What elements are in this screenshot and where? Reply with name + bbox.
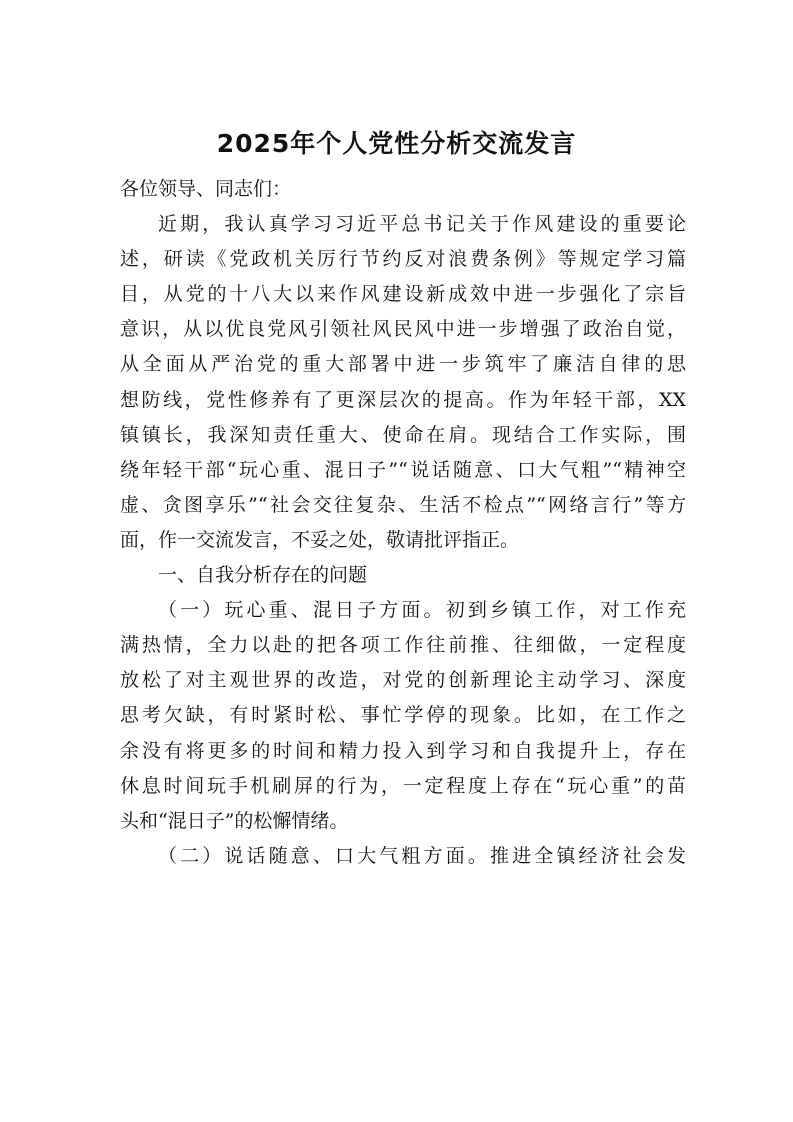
paragraph-line: 头和“混日子”的松懈情绪。 bbox=[120, 809, 349, 832]
paragraph-line: 近期，我认真学习习近平总书记关于作风建设的重要论 bbox=[158, 213, 686, 236]
salutation-line: 各位领导、同志们： bbox=[120, 178, 292, 200]
paragraph-line: 意识，从以优良党风引领社风民风中进一步增强了政治自觉， bbox=[120, 318, 686, 341]
document-title: 2025年个人党性分析交流发言 bbox=[216, 129, 577, 158]
paragraph-line: 目，从党的十八大以来作风建设新成效中进一步强化了宗旨 bbox=[120, 283, 686, 306]
paragraph-line: 休息时间玩手机刷屏的行为，一定程度上存在“玩心重”的苗 bbox=[120, 774, 686, 797]
paragraph-line: 想防线，党性修养有了更深层次的提高。作为年轻干部，XX bbox=[120, 388, 686, 411]
paragraph-line: （一）玩心重、混日子方面。初到乡镇工作，对工作充 bbox=[158, 599, 686, 622]
document-body bbox=[120, 172, 686, 874]
paragraph-line: 从全面从严治党的重大部署中进一步筑牢了廉洁自律的思 bbox=[120, 353, 686, 376]
paragraph-line: 思考欠缺，有时紧时松、事忙学停的现象。比如，在工作之 bbox=[120, 704, 686, 727]
paragraph-line: 面，作一交流发言，不妥之处，敬请批评指正。 bbox=[120, 528, 520, 551]
paragraph-line: 虚、贪图享乐”“社会交往复杂、生活不检点”“网络言行”等方 bbox=[120, 493, 686, 516]
paragraph-line: 镇镇长，我深知责任重大、使命在肩。现结合工作实际，围 bbox=[120, 423, 686, 446]
paragraph-line: 余没有将更多的时间和精力投入到学习和自我提升上，存在 bbox=[120, 739, 686, 762]
paragraph-line: 放松了对主观世界的改造，对党的创新理论主动学习、深度 bbox=[120, 669, 686, 692]
paragraph-line: 述，研读《党政机关厉行节约反对浪费条例》等规定学习篇 bbox=[120, 248, 686, 271]
paragraph-line: 满热情，全力以赴的把各项工作往前推、往细做，一定程度 bbox=[120, 634, 686, 657]
paragraph-line: 绕年轻干部“玩心重、混日子”“说话随意、口大气粗”“精神空 bbox=[120, 458, 686, 481]
paragraph-line: （二）说话随意、口大气粗方面。推进全镇经济社会发 bbox=[158, 844, 686, 867]
section-heading: 一、自我分析存在的问题 bbox=[158, 564, 368, 587]
